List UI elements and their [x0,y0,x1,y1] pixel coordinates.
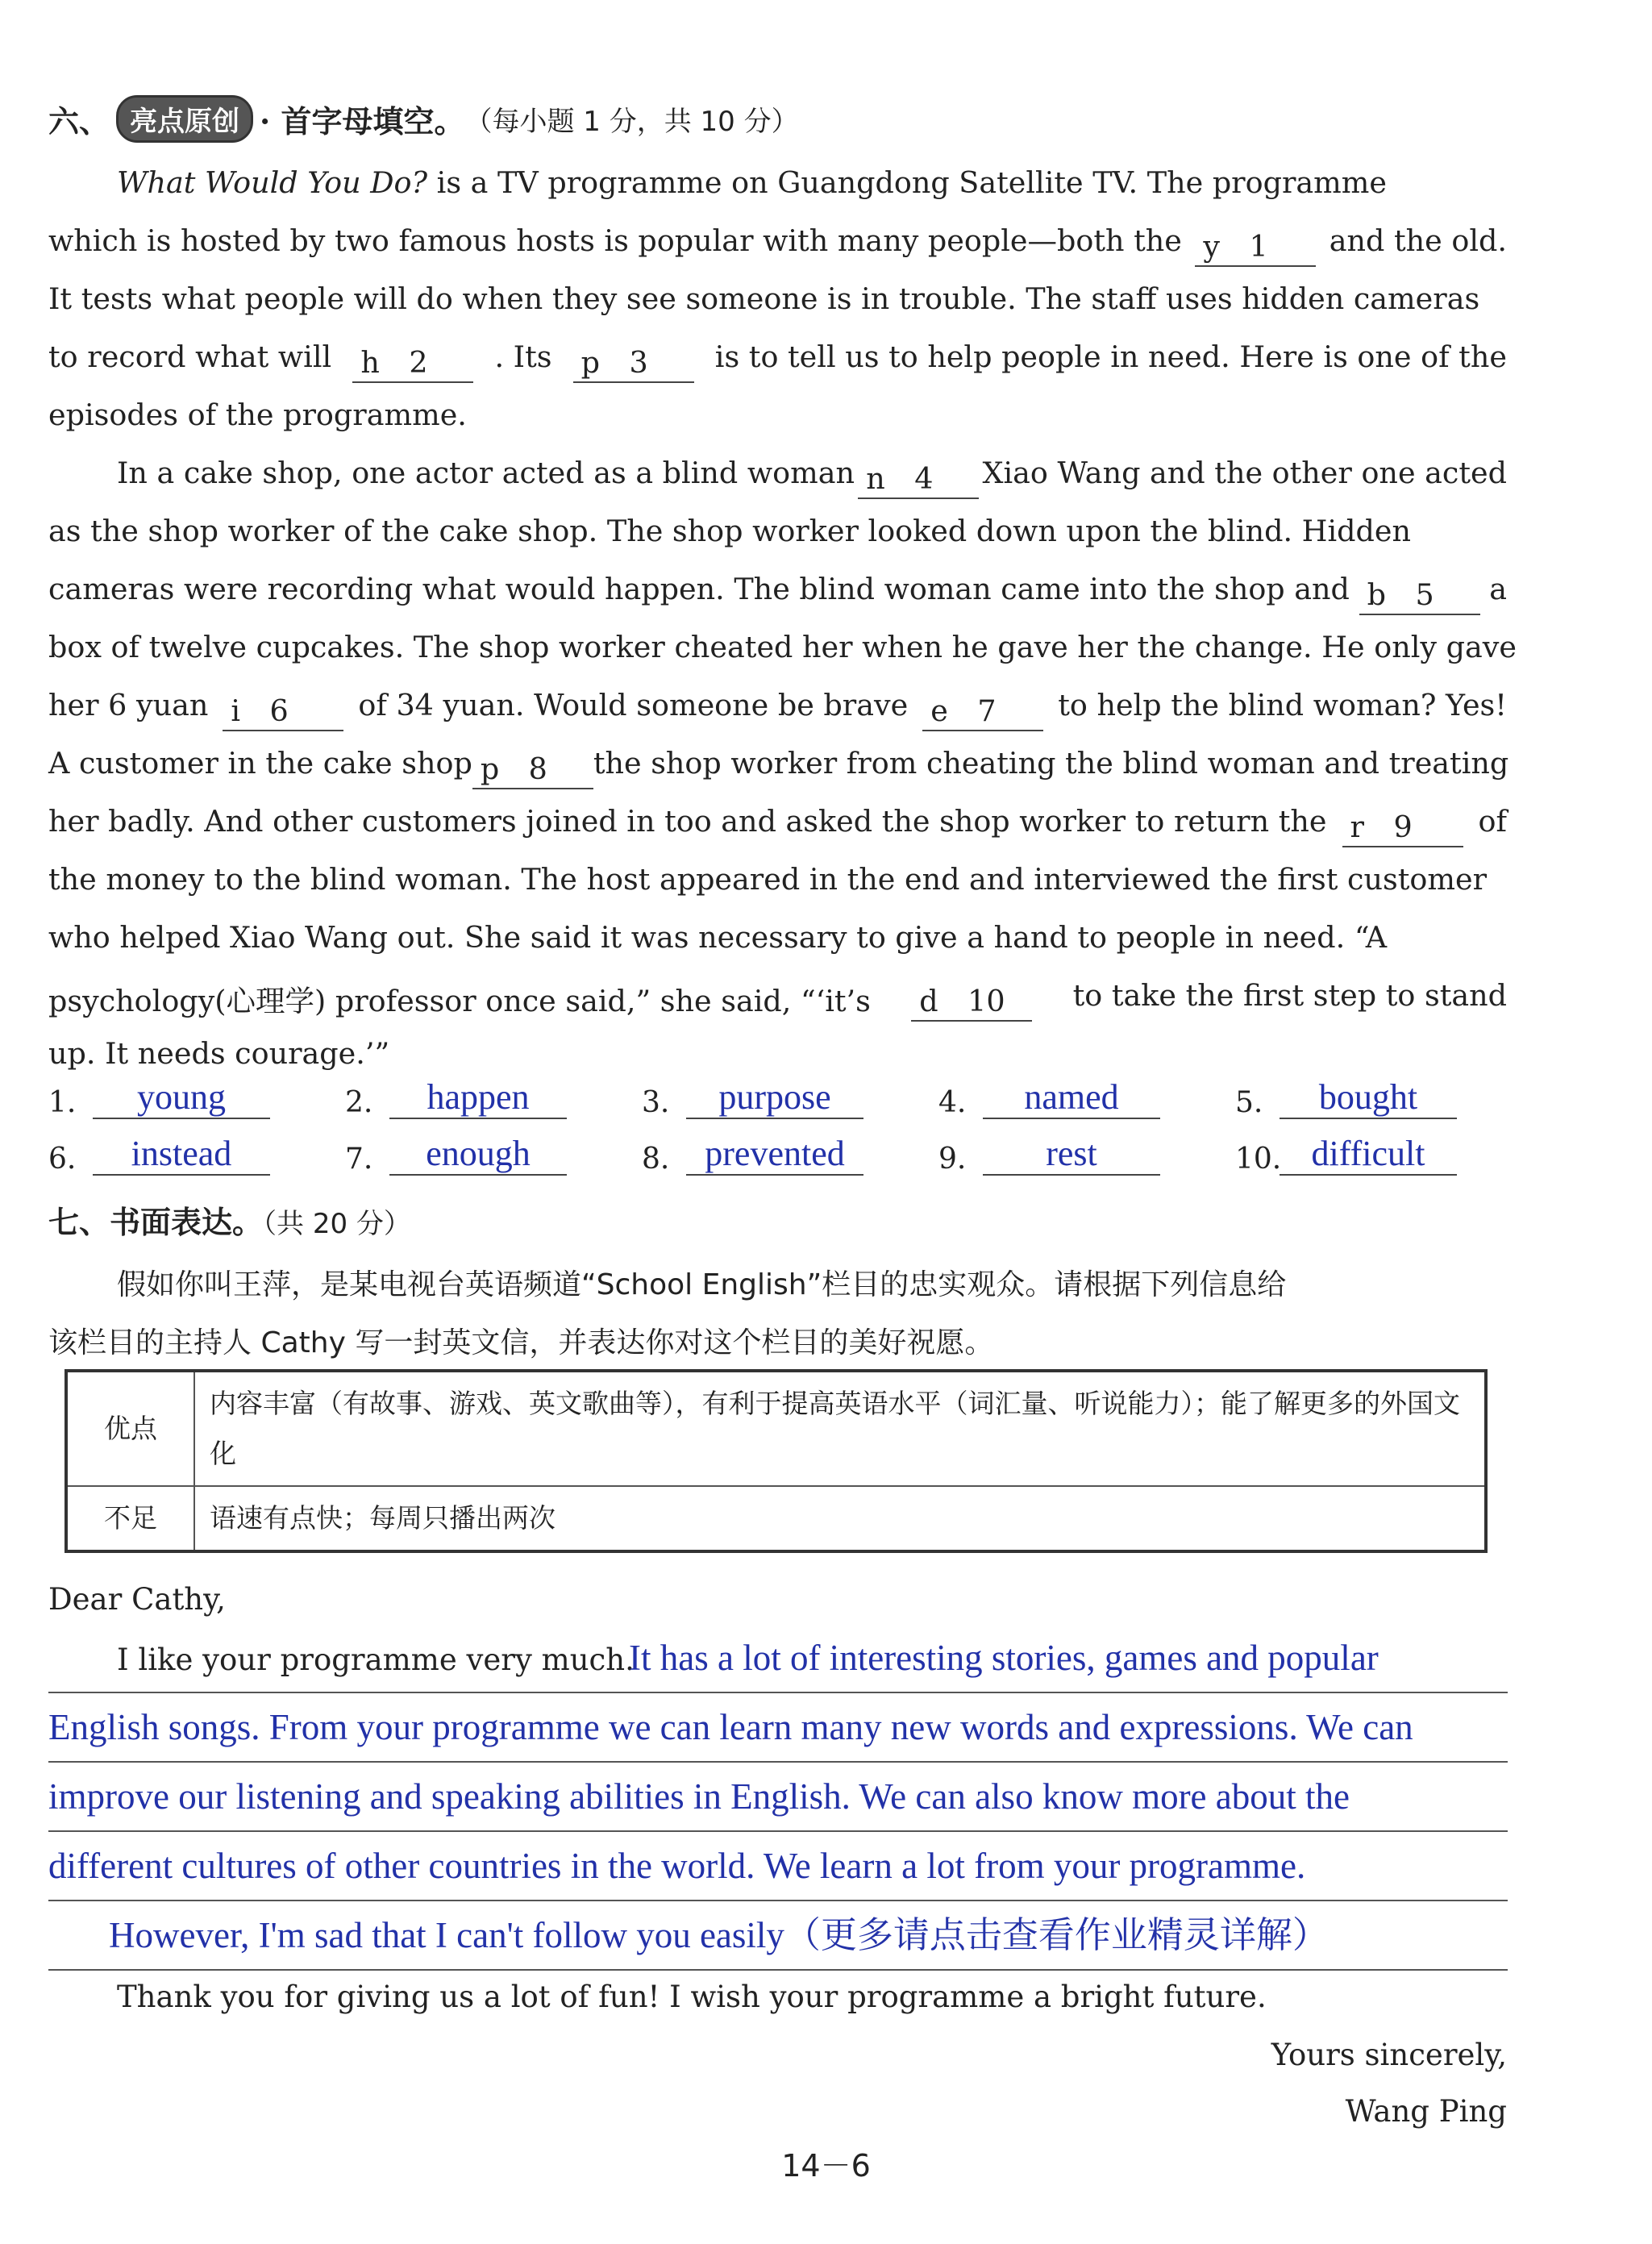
blank-5[interactable]: b 5 [1359,572,1480,615]
answer-number: 2. [345,1086,373,1119]
closing-line: Thank you for giving us a lot of fun! I wish your programme a bright future. [117,1980,1267,2014]
blank-4[interactable]: n 4 [858,456,979,499]
answer-3 [642,1076,863,1119]
answer-field[interactable]: young [93,1076,270,1119]
blank-7[interactable]: e 7 [922,688,1043,731]
section-title: 七、书面表达。 [48,1204,264,1240]
text: a [1489,572,1507,606]
passage-line [48,978,1507,1022]
section-scoring: （共 20 分） [263,1208,411,1240]
passage-line [48,223,1507,267]
answer-4 [938,1076,1160,1119]
salutation: Dear Cathy, [48,1582,226,1617]
answer-field[interactable]: instead [93,1133,270,1176]
text: of [1478,804,1507,839]
table-head: 优点 [66,1371,194,1486]
info-table [64,1369,1488,1553]
text: up. It needs courage.’” [48,1036,390,1071]
answer-number: 4. [938,1086,967,1119]
answer-number: 10. [1235,1143,1282,1176]
section-scoring: （每小题 1 分，共 10 分） [464,106,799,138]
blank-3[interactable]: p 3 [573,339,694,383]
passage-line [48,456,1507,499]
passage-line [48,398,1507,432]
answer-7 [345,1133,567,1176]
writing-prompt-line-2: 该栏目的主持人 Cathy 写一封英文信，并表达你对这个栏目的美好祝愿。 [48,1326,994,1359]
signoff: Yours sincerely, [1271,2038,1507,2072]
passage-line [48,572,1507,615]
text: the shop worker from cheating the blind woman and treating [593,746,1509,781]
answer-2 [345,1076,567,1119]
answer-field[interactable]: purpose [686,1076,863,1119]
section-number: 六、 [48,103,110,139]
answer-row [48,1133,1507,1189]
answer-number: 6. [48,1143,77,1176]
blank-6[interactable]: i 6 [223,688,343,731]
passage-line [48,165,1507,200]
writing-line-1[interactable] [48,1629,1508,1693]
passage-line [48,339,1507,383]
passage-line [48,281,1507,316]
table-cell: 语速有点快；每周只播出两次 [194,1486,1486,1551]
answer-field[interactable]: happen [389,1076,567,1119]
answer-8 [642,1133,863,1176]
text: Xiao Wang and the other one acted [982,456,1507,490]
passage-line [48,746,1507,789]
text: as the shop worker of the cake shop. The shop worker looked down upon the blind. Hidden [48,514,1411,548]
blank-1[interactable]: y 1 [1195,223,1316,267]
blank-10[interactable]: d 10 [911,978,1032,1022]
answer-number: 5. [1235,1086,1263,1119]
passage-line [48,920,1507,955]
text: the money to the blind woman. The host appeared in the end and interviewed the first customer [48,862,1488,897]
text: box of twelve cupcakes. The shop worker cheated her when he gave her the change. He only gave [48,630,1517,664]
answer-number: 1. [48,1086,77,1119]
answer-9 [938,1133,1160,1176]
opening-sentence: I like your programme very much. [117,1642,635,1677]
answer-1 [48,1076,270,1119]
table-head: 不足 [66,1486,194,1551]
text: . Its [494,339,552,374]
answer-number: 7. [345,1143,373,1176]
writing-line-4[interactable]: different cultures of other countries in the world. We learn a lot from your programme. [48,1837,1508,1901]
writing-prompt-line-1: 假如你叫王萍，是某电视台英语频道“School English”栏目的忠实观众。请根据下列信息给 [117,1268,1287,1301]
handwritten-text: It has a lot of interesting stories, games and popular [629,1638,1379,1678]
answer-field[interactable]: bought [1280,1076,1457,1119]
original-badge: 亮点原创 [116,95,253,143]
blank-2[interactable]: h 2 [352,339,473,383]
text: her 6 yuan [48,688,209,722]
text: her badly. And other customers joined in too and asked the shop worker to return the [48,804,1327,839]
section-6-heading [48,95,799,143]
section-7-heading [48,1197,411,1242]
answer-field[interactable]: prevented [686,1133,863,1176]
passage-line [48,1036,1507,1071]
text: It tests what people will do when they see someone is in trouble. The staff uses hidden cameras [48,281,1480,316]
writing-line-3[interactable]: improve our listening and speaking abilities in English. We can also know more about the [48,1767,1508,1832]
text: In a cake shop, one actor acted as a blind woman [117,456,855,490]
answer-field[interactable]: difficult [1280,1133,1457,1176]
programme-title: What Would You Do? [117,165,428,200]
text: of 34 yuan. Would someone be brave [358,688,909,722]
table-row [66,1371,1486,1486]
passage-line [48,688,1507,731]
text: episodes of the programme. [48,398,467,432]
answer-row [48,1076,1507,1133]
text: and the old. [1329,223,1507,258]
answer-10 [1235,1133,1457,1176]
passage-line [48,630,1517,664]
writing-line-2[interactable]: English songs. From your programme we can learn many new words and expressions. We can [48,1698,1508,1763]
passage-line [48,862,1507,897]
text: which is hosted by two famous hosts is popular with many people—both the [48,223,1182,258]
writing-line-5[interactable]: However, I'm sad that I can't follow you easily（更多请点击查看作业精灵详解） [48,1906,1508,1971]
table-row [66,1486,1486,1551]
blank-8[interactable]: p 8 [472,746,593,789]
text: A customer in the cake shop [48,746,472,781]
answer-field[interactable]: named [983,1076,1160,1119]
passage-line [48,804,1507,847]
answer-number: 9. [938,1143,967,1176]
answer-6 [48,1133,270,1176]
signature: Wang Ping [1345,2094,1507,2129]
answer-field[interactable]: rest [983,1133,1160,1176]
table-cell: 内容丰富（有故事、游戏、英文歌曲等），有利于提高英语水平（词汇量、听说能力）；能了解更多的外国文化 [194,1371,1486,1486]
answer-number: 8. [642,1143,670,1176]
text: psychology(心理学) professor once said,” she said, “‘it’s [48,984,871,1018]
text: is a TV programme on Guangdong Satellite TV. The programme [427,165,1388,200]
section-title: · 首字母填空。 [260,103,465,139]
answer-5 [1235,1076,1457,1119]
passage-line [48,514,1507,548]
text: to take the first step to stand [1072,978,1507,1013]
text: to record what will [48,339,332,374]
answer-number: 3. [642,1086,670,1119]
blank-9[interactable]: r 9 [1342,804,1463,847]
text: who helped Xiao Wang out. She said it was necessary to give a hand to people in need. “A [48,920,1388,955]
page-number: 14－6 [781,2148,871,2184]
text: is to tell us to help people in need. Here is one of the [714,339,1507,374]
text: to help the blind woman? Yes! [1058,688,1507,722]
answer-field[interactable]: enough [389,1133,567,1176]
text: cameras were recording what would happen. The blind woman came into the shop and [48,572,1350,606]
